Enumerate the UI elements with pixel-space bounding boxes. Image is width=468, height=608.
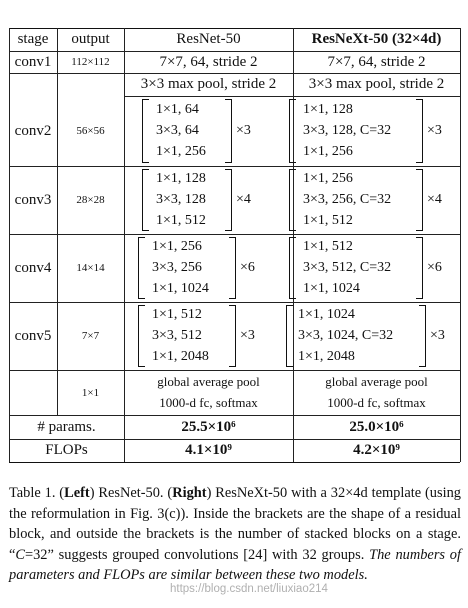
pool-resnet: 3×3 max pool, stride 2 [140,76,277,92]
table-right-border [460,28,461,462]
right-bracket [416,237,423,299]
conv3-output: 28×28 [76,194,105,206]
right-bracket [229,305,236,367]
block-line: 3×3, 128, C=32 [303,122,392,138]
left-bracket [286,305,293,367]
right-bracket [416,99,423,163]
watermark: https://blog.csdn.net/liuxiao214 [170,583,328,595]
conv4-resnext-block [289,237,423,299]
params-resnet: 25.5×10⁶ [181,418,236,435]
left-bracket [289,237,296,299]
block-line: 3×3, 1024, C=32 [298,327,394,343]
conv3-resnext-block [289,169,423,231]
conv5-resnext-mult: ×3 [430,328,445,343]
block-line: 1×1, 512 [156,212,206,228]
caption-italic: The numbers of parameters and FLOPs are similar between these two models. [9,546,461,583]
block-lines [156,99,206,163]
conv1-output: 112×112 [71,56,110,68]
conv2-resnext-mult: ×3 [427,123,442,138]
block-line: 1×1, 256 [152,239,202,255]
caption-italic: C [15,546,25,563]
left-bracket [289,169,296,231]
block-line: 3×3, 256 [152,259,202,275]
block-line: 3×3, 512, C=32 [303,259,392,275]
flops-resnet: 4.1×10⁹ [185,442,232,458]
conv5-stage: conv5 [14,327,52,344]
final-resnet-line: global average pool [157,374,260,389]
conv2-resnet-mult: ×3 [236,123,251,138]
block-lines [152,237,209,299]
caption-text: ) ResNeXt-50 with a 32×4d template (using the reformulation in Fig. 3(c)). Inside the brackets are the shape of a residual block, and outside the brackets is the number of stacked blocks on a stage. “ [9,485,461,563]
header-output: output [71,31,110,47]
conv3-resnet-block [142,169,232,231]
conv3-resnet-mult: ×4 [236,192,251,207]
block-line: 1×1, 1024 [303,280,360,296]
conv5-resnet-block [138,305,236,367]
block-line: 1×1, 1024 [298,307,355,323]
caption-text: =32” suggests grouped convolutions [24] with 32 groups. [25,546,370,563]
block-lines [303,99,391,163]
pool-rule [124,96,460,97]
final-output: 1×1 [81,386,100,399]
header-stage: stage [17,31,49,47]
flops-resnext: 4.2×10⁹ [353,442,400,458]
block-line: 1×1, 2048 [152,348,209,364]
block-line: 1×1, 128 [303,101,353,117]
right-bracket [229,237,236,299]
conv5-output: 7×7 [81,330,100,342]
block-line: 1×1, 512 [303,239,353,255]
left-bracket [138,305,145,367]
block-line: 1×1, 2048 [298,348,355,364]
params-label: # params. [37,418,96,435]
conv2-output: 56×56 [76,125,105,137]
block-lines [152,305,209,367]
caption-bold: Left [64,485,90,501]
params-resnext: 25.0×10⁶ [349,418,404,435]
conv3-resnext-mult: ×4 [427,192,442,207]
block-line: 1×1, 256 [303,171,353,187]
conv3-stage: conv3 [14,191,52,208]
right-bracket [225,99,232,163]
conv4-output: 14×14 [76,262,105,274]
caption-bold: Right [172,485,207,501]
right-bracket [416,169,423,231]
left-bracket [142,169,149,231]
header-resnet: ResNet-50 [176,31,241,47]
final-resnext-line: 1000-d fc, softmax [327,395,426,410]
block-line: 1×1, 512 [303,212,353,228]
left-bracket [142,99,149,163]
final-resnet-line: 1000-d fc, softmax [159,395,258,410]
block-line: 1×1, 128 [156,171,206,187]
conv4-resnext-mult: ×6 [427,260,442,275]
right-bracket [419,305,426,367]
conv5-resnet-mult: ×3 [240,328,255,343]
caption-text: Table 1. ( [9,485,65,501]
block-lines [298,305,393,367]
conv2-resnext-block [289,99,423,163]
header-resnext: ResNeXt-50 (32×4d) [311,31,442,47]
block-line: 1×1, 256 [156,144,206,160]
table-caption [9,483,461,586]
block-lines [303,169,391,231]
block-line: 3×3, 128 [156,191,206,207]
conv4-resnet-block [138,237,236,299]
conv1-resnext: 7×7, 64, stride 2 [327,53,426,70]
block-line: 3×3, 512 [152,327,202,343]
right-bracket [225,169,232,231]
flops-label: FLOPs [45,442,88,458]
left-bracket [289,99,296,163]
block-lines [303,237,391,299]
conv2-resnet-block [142,99,232,163]
conv4-stage: conv4 [14,259,52,276]
conv5-resnext-block [286,305,426,367]
pool-resnext: 3×3 max pool, stride 2 [308,76,445,92]
block-line: 1×1, 512 [152,307,202,323]
final-resnext-line: global average pool [325,374,428,389]
block-line: 1×1, 1024 [152,280,209,296]
block-line: 3×3, 64 [156,122,199,138]
conv2-stage: conv2 [14,122,52,139]
table-bottom-rule [9,462,460,463]
block-line: 1×1, 256 [303,144,353,160]
block-line: 3×3, 256, C=32 [303,191,392,207]
conv1-resnet: 7×7, 64, stride 2 [159,53,258,70]
conv1-stage: conv1 [14,53,52,70]
conv4-resnet-mult: ×6 [240,260,255,275]
block-line: 1×1, 64 [156,101,199,117]
left-bracket [138,237,145,299]
caption-text: ) ResNet-50. ( [89,485,173,501]
block-lines [156,169,206,231]
